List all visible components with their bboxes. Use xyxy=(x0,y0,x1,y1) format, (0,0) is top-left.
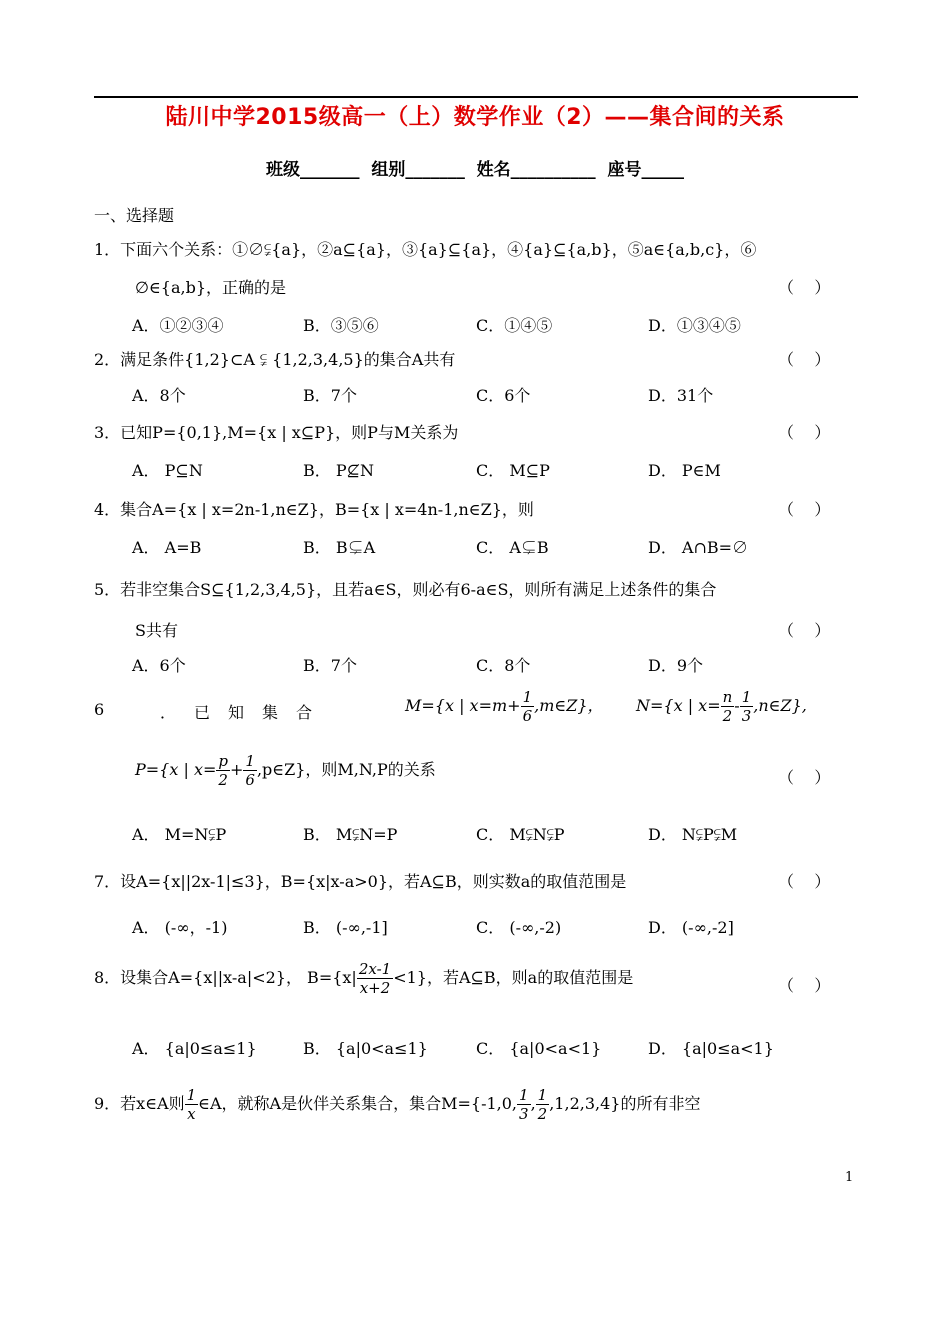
fraction xyxy=(536,1086,550,1123)
student-info-text: 班级_______ 组别_______ 姓名__________ 座号_____ xyxy=(265,160,684,180)
question-2-option-b: B．7个 xyxy=(303,386,357,405)
question-8-suffix: <1}，若A⊆B，则a的取值范围是 xyxy=(393,968,634,987)
question-3-option-a: A． P⊆N xyxy=(132,461,203,480)
fraction xyxy=(521,688,535,725)
numerator: 1 xyxy=(519,1086,529,1104)
question-8-prefix: 8．设集合A={x||x-a|<2}， B={x| xyxy=(94,968,357,987)
fraction xyxy=(185,1086,199,1123)
question-4-option-a: A． A=B xyxy=(132,538,202,557)
question-4-answer-blank: （ ） xyxy=(778,500,831,519)
numerator: 1 xyxy=(522,688,533,706)
question-8-option-b: B． {a|0<a≤1} xyxy=(303,1039,428,1058)
question-6-set-n xyxy=(636,688,807,725)
header-rule xyxy=(94,96,858,98)
comma: , xyxy=(530,1094,536,1113)
denominator: 6 xyxy=(245,771,255,789)
numerator: 1 xyxy=(245,752,255,770)
question-4-line-1: 4．集合A={x | x=2n-1,n∈Z}，B={x | x=4n-1,n∈Z}，则 xyxy=(94,500,534,519)
question-2-option-d: D．31个 xyxy=(648,386,714,405)
question-5-option-b: B．7个 xyxy=(303,656,357,675)
page-title: 陆川中学2015级高一（上）数学作业（2）——集合间的关系 xyxy=(165,105,785,130)
numerator: n xyxy=(722,688,733,706)
question-3-option-c: C． M⊆P xyxy=(476,461,550,480)
question-7-option-c: C． (-∞,-2) xyxy=(476,918,562,937)
question-6-option-a: A． M=N⫋P xyxy=(132,825,227,844)
question-4-option-b: B． B⊊A xyxy=(303,538,376,557)
denominator: 6 xyxy=(522,707,533,725)
set-p-prefix: P={x | x= xyxy=(135,760,217,779)
denominator: 2 xyxy=(722,707,733,725)
question-3-option-b: B． P⊈N xyxy=(303,461,375,480)
question-8-answer-blank: （ ） xyxy=(778,976,831,995)
denominator: 2 xyxy=(537,1105,548,1123)
question-5-line-1: 5．若非空集合S⊆{1,2,3,4,5}，且若a∈S，则必有6-a∈S，则所有满足上述条件的集合 xyxy=(94,580,717,599)
question-8-option-d: D． {a|0≤a<1} xyxy=(648,1039,774,1058)
question-5-option-c: C．8个 xyxy=(476,656,531,675)
question-1-option-d: D．①③④⑤ xyxy=(648,316,741,335)
fraction xyxy=(216,752,230,789)
numerator: 2x-1 xyxy=(358,960,392,978)
denominator: x xyxy=(187,1105,196,1123)
question-8-line-1 xyxy=(94,960,633,997)
question-9-suffix: ,1,2,3,4}的所有非空 xyxy=(549,1094,701,1113)
question-3-line-1: 3．已知P={0,1},M={x | x⊆P}，则P与M关系为 xyxy=(94,423,459,442)
fraction xyxy=(517,1086,531,1123)
question-6-answer-blank: （ ） xyxy=(778,768,831,787)
set-n-suffix: ,n∈Z}, xyxy=(753,696,807,715)
plus-sign: + xyxy=(229,760,244,779)
question-2-line-1: 2．满足条件{1,2}⊂A ⫋ {1,2,3,4,5}的集合A共有 xyxy=(94,350,456,369)
question-6-set-m xyxy=(405,688,604,725)
question-5-answer-blank: （ ） xyxy=(778,621,831,640)
question-1-option-b: B．③⑤⑥ xyxy=(303,316,379,335)
question-1-option-a: A．①②③④ xyxy=(132,316,224,335)
question-6-number: 6 xyxy=(94,700,105,719)
question-6-option-c: C． M⫋N⫋P xyxy=(476,825,565,844)
minus-sign: - xyxy=(734,696,740,715)
question-7-option-b: B． (-∞,-1] xyxy=(303,918,388,937)
denominator: 3 xyxy=(519,1105,529,1123)
question-5-line-2: S共有 xyxy=(135,621,178,640)
question-1-answer-blank: （ ） xyxy=(778,278,831,297)
question-1-line-1: 1．下面六个关系：①∅⫋{a}，②a⊆{a}，③{a}⊆{a}，④{a}⊆{a,b}，⑤a∈{a,b,c}，⑥ xyxy=(94,240,757,259)
question-9-prefix: 9．若x∈A则 xyxy=(94,1094,185,1113)
page-number: 1 xyxy=(845,1170,854,1185)
question-2-option-c: C．6个 xyxy=(476,386,531,405)
set-m-prefix: M={x | x=m+ xyxy=(405,696,521,715)
question-2-option-a: A．8个 xyxy=(132,386,186,405)
numerator: p xyxy=(218,752,228,770)
student-info-fields xyxy=(0,155,950,180)
set-p-suffix: ,p∈Z}，则M,N,P的关系 xyxy=(256,760,436,779)
question-6-set-p xyxy=(135,752,436,789)
denominator: x+2 xyxy=(359,979,391,997)
section-heading: 一、选择题 xyxy=(94,206,175,225)
question-8-option-a: A． {a|0≤a≤1} xyxy=(132,1039,257,1058)
numerator: 1 xyxy=(537,1086,548,1104)
question-7-option-a: A． (-∞，-1) xyxy=(132,918,228,937)
question-2-answer-blank: （ ） xyxy=(778,350,831,369)
question-9-middle: ∈A，就称A是伙伴关系集合，集合M={-1,0, xyxy=(198,1094,518,1113)
question-4-option-d: D． A∩B=∅ xyxy=(648,538,749,557)
question-6-intro: ．已知集合 xyxy=(160,703,331,722)
question-1-option-c: C．①④⑤ xyxy=(476,316,553,335)
question-5-option-a: A．6个 xyxy=(132,656,186,675)
question-7-line-1: 7．设A={x||2x-1|≤3}，B={x|x-a>0}，若A⊆B，则实数a的取值范围是 xyxy=(94,872,627,891)
set-n-prefix: N={x | x= xyxy=(636,696,721,715)
fraction xyxy=(740,688,754,725)
question-7-answer-blank: （ ） xyxy=(778,872,831,891)
denominator: 2 xyxy=(218,771,228,789)
set-m-suffix: ,m∈Z}， xyxy=(534,696,604,715)
question-3-option-d: D． P∈M xyxy=(648,461,721,480)
fraction xyxy=(721,688,735,725)
question-5-option-d: D．9个 xyxy=(648,656,704,675)
question-9-line-1 xyxy=(94,1086,700,1123)
question-8-option-c: C． {a|0<a<1} xyxy=(476,1039,602,1058)
fraction xyxy=(243,752,257,789)
numerator: 1 xyxy=(186,1086,197,1104)
question-6-option-b: B． M⫋N=P xyxy=(303,825,398,844)
question-6-option-d: D． N⫋P⫋M xyxy=(648,825,738,844)
question-1-line-2: ∅∈{a,b}，正确的是 xyxy=(135,278,287,297)
question-4-option-c: C． A⊊B xyxy=(476,538,549,557)
question-7-option-d: D． (-∞,-2] xyxy=(648,918,734,937)
fraction xyxy=(357,960,393,997)
denominator: 3 xyxy=(741,707,752,725)
question-3-answer-blank: （ ） xyxy=(778,423,831,442)
numerator: 1 xyxy=(741,688,752,706)
